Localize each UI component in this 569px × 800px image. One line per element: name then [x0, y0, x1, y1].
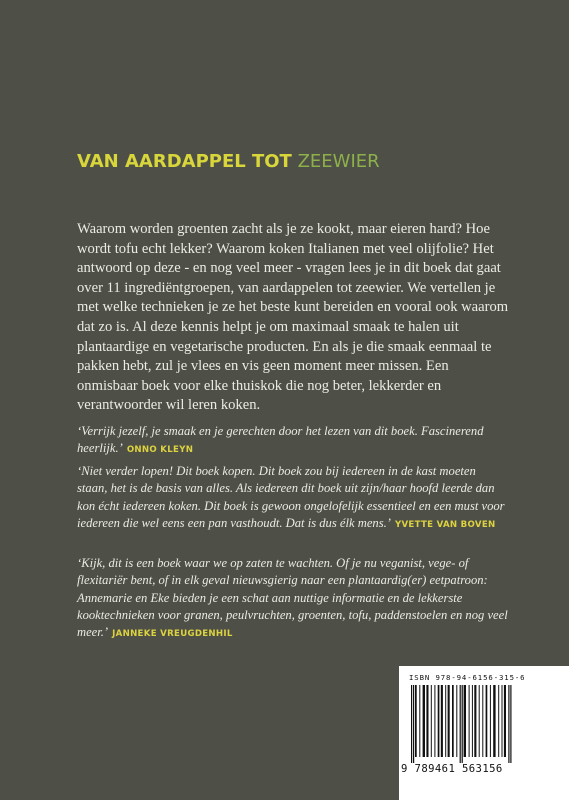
- quote-3: [77, 555, 509, 643]
- quote-3-author: JANNEKE VREUGDENHIL: [112, 629, 233, 640]
- title-part-2: ZEEWIER: [297, 151, 380, 172]
- isbn-label: ISBN 978-94-6156-315-6: [409, 673, 526, 682]
- quote-3-text: ‘Kijk, dit is een boek waar we op zaten te wachten. Of je nu veganist, vege- of flexitariër bent, of in elk geval nieuwsgierig naar een plantaardig(er) eetpatroon: Annemarie en Eke bieden je een schat aan nuttige informatie en de lekkerste kooktechnieken voor granen, peulvruchten, groenten, tofu, paddenstoelen en nog veel meer.’: [77, 556, 508, 640]
- title-part-1: VAN AARDAPPEL TOT: [77, 151, 292, 172]
- quote-1-text: ‘Verrijk jezelf, je smaak en je gerechten door het lezen van dit boek. Fascinerend heerlijk.’: [77, 424, 484, 456]
- ean-digits: 9 789461 563156: [401, 763, 503, 775]
- quote-2-text: ‘Niet verder lopen! Dit boek kopen. Dit boek zou bij iedereen in de kast moeten staan, het is de basis van alles. Als iedereen dit boek uit zijn/haar hoofd leerde dan kon écht iedereen koken. Dit boek is gewoon ongelofelijk essentieel en een must voor iedereen die wel eens een pan vasthoudt. Dat is dus élk mens.’: [77, 464, 505, 530]
- barcode-box: [399, 666, 569, 800]
- quote-1: [77, 423, 509, 460]
- blurb-text: Waarom worden groenten zacht als je ze kookt, maar eieren hard? Hoe wordt tofu echt lekker? Waarom koken Italianen met veel olijfolie? Het antwoord op deze - en nog veel meer - vragen lees je in dit boek dat gaat over 11 ingrediëntgroepen, van aardappelen tot zeewier. We vertellen je met welke technieken je ze het beste kunt bereiden en vooral ook waarom dat zo is. Al deze kennis helpt je om maximaal smaak te halen uit plantaardige en vegetarische producten. En als je die smaak eenmaal te pakken hebt, zul je vlees en vis geen moment meer missen. Een onmisbaar boek voor elke thuiskok die nog beter, lekkerder en verantwoorder wil leren koken.: [77, 221, 509, 414]
- quote-2-author: YVETTE VAN BOVEN: [394, 519, 496, 530]
- quote-1-author: ONNO KLEYN: [126, 445, 194, 456]
- barcode-icon: [409, 685, 559, 763]
- book-title: [77, 152, 380, 172]
- quote-2: [77, 463, 509, 534]
